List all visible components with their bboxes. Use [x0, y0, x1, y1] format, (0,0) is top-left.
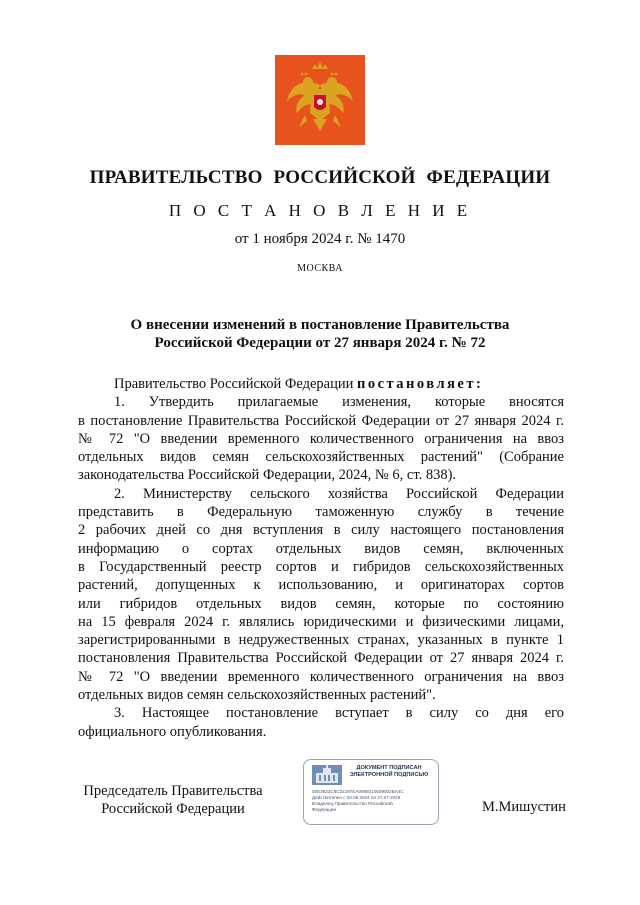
paragraph-1-line: отдельных видов семян сельскохозяйственных растений" (Собрание [78, 449, 564, 466]
stamp-title [344, 765, 434, 779]
paragraph-2-line: или гибридов отдельных видов семян, которые по состоянию [78, 595, 564, 612]
document-type: П О С Т А Н О В Л Е Н И Е [168, 201, 472, 220]
paragraph-1-line: № 72 "О введении временного количественного ограничения на ввоз [78, 430, 564, 447]
stamp-title-line: ЭЛЕКТРОННОЙ ПОДПИСЬЮ [349, 772, 429, 778]
paragraph-2-line: № 72 "О введении временного количественного ограничения на ввоз [78, 668, 564, 685]
electronic-signature-stamp [303, 759, 439, 825]
certificate-owner: Владелец Правительство Российской [312, 801, 393, 806]
paragraph-2-line: постановления Правительства Российской Федерации от 27 января 2024 г. [78, 650, 564, 667]
coat-of-arms-icon [275, 55, 365, 145]
stamp-title-line: ДОКУМЕНТ ПОДПИСАН [356, 765, 422, 771]
paragraph-2-line: растений, допущенных к использованию, и оригинаторах сортов [78, 577, 564, 594]
paragraph-3-line: 3. Настоящее постановление вступает в силу со дня его [114, 705, 564, 722]
paragraph-1-line: 1. Утвердить прилагаемые изменения, которые вносятся [114, 394, 564, 411]
position-line: Председатель Правительства [83, 783, 263, 799]
signatory-name: М.Мишустин [482, 799, 566, 815]
certificate-owner: Федерации [312, 807, 337, 812]
stamp-details [312, 789, 436, 813]
preamble-text: Правительство Российской Федерации [114, 376, 354, 392]
subject-line: О внесении изменений в постановление Правительства [130, 317, 510, 333]
subject-line: Российской Федерации от 27 января 2024 г. № 72 [154, 335, 486, 351]
signatory-position [78, 782, 268, 818]
city: МОСКВА [297, 263, 343, 274]
paragraph-2-line: зарегистрированными в недружественных странах, указанных в пункте 1 [78, 632, 564, 649]
paragraph-2-line: представить в Федеральную таможенную службу в течение [78, 504, 564, 521]
decides-word: постановляет: [356, 376, 484, 392]
certificate-number: 00E3632C6C02197EA0989210009002BA4C [312, 789, 404, 794]
paragraph-2-line: информацию о сортах отдельных видов семян, включенных [78, 540, 564, 557]
paragraph-2-line: 2. Министерству сельского хозяйства Российской Федерации [114, 485, 564, 502]
paragraph-2-line: на 15 февраля 2024 г. являлись юридическими и физическими лицами, [78, 613, 564, 630]
date-and-number: от 1 ноября 2024 г. № 1470 [234, 231, 406, 247]
decree-body [78, 375, 564, 741]
paragraph-2-line: в Государственный реестр сортов и гибридов сельскохозяйственных [78, 558, 564, 575]
paragraph-3-line: официального опубликования. [78, 723, 267, 740]
paragraph-1-line: в постановление Правительства Российской Федерации от 27 января 2024 г. [78, 412, 564, 429]
preamble [78, 375, 564, 393]
decree-subject [80, 316, 560, 352]
government-title: ПРАВИТЕЛЬСТВО РОССИЙСКОЙ ФЕДЕРАЦИИ [89, 167, 551, 188]
certificate-validity: Действителен с 03.05.2024 по 27.07.2025 [312, 795, 401, 800]
paragraph-2-line: 2 рабочих дней со дня вступления в силу настоящего постановления [78, 522, 564, 539]
position-line: Российской Федерации [101, 801, 245, 817]
paragraph-1-line: законодательства Российской Федерации, 2024, № 6, ст. 838). [78, 467, 457, 484]
paragraph-2-line: отдельных видов семян сельскохозяйственных растений". [78, 687, 436, 704]
government-building-icon [312, 765, 342, 785]
